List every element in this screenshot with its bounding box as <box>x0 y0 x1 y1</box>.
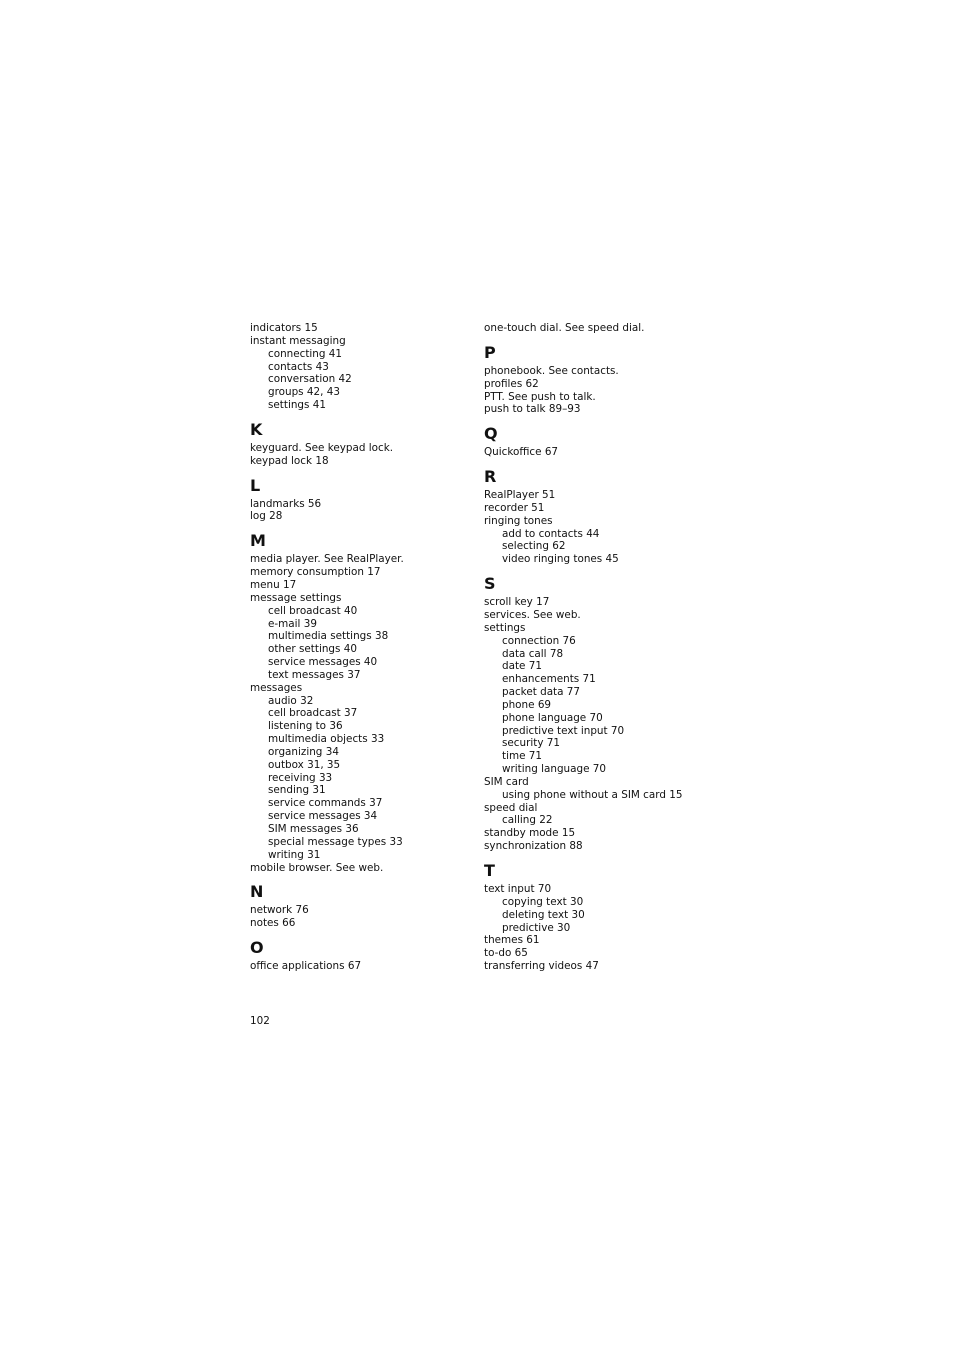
index-section-letter: N <box>250 882 264 902</box>
index-entry: media player. See RealPlayer. <box>250 553 404 566</box>
index-section-letter: T <box>484 861 495 880</box>
index-subentry: multimedia settings 38 <box>268 630 389 643</box>
index-entry: push to talk 89–93 <box>484 403 581 416</box>
index-subentry: outbox 31, 35 <box>268 758 341 771</box>
index-subentry: phone language 70 <box>502 711 603 724</box>
page-number: 102 <box>250 1015 270 1027</box>
index-entry: services. See web. <box>484 608 581 621</box>
index-subentry: date 71 <box>502 660 542 673</box>
index-section-letter: O <box>250 938 264 958</box>
index-subentry: text messages 37 <box>268 668 361 681</box>
index-entry: transferring videos 47 <box>484 960 599 973</box>
index-section-letter: S <box>484 574 496 594</box>
index-subentry: phone 69 <box>502 698 552 711</box>
index-entry: network 76 <box>250 904 309 917</box>
index-subentry: add to contacts 44 <box>502 527 600 540</box>
index-subentry: predictive text input 70 <box>502 724 625 737</box>
index-subentry: cell broadcast 40 <box>268 604 358 617</box>
index-subentry: other settings 40 <box>268 643 357 656</box>
index-entry: themes 61 <box>484 934 540 947</box>
index-entry: mobile browser. See web. <box>250 861 384 874</box>
index-entry: scroll key 17 <box>484 596 550 609</box>
index-subentry: multimedia objects 33 <box>268 733 385 746</box>
index-entry: landmarks 56 <box>250 497 322 510</box>
index-subentry: data call 78 <box>502 647 564 660</box>
index-subentry: special message types 33 <box>268 835 403 848</box>
index-entry: keypad lock 18 <box>250 454 329 467</box>
index-entry: one-touch dial. See speed dial. <box>484 322 645 334</box>
index-column-right <box>484 322 714 973</box>
index-entry: Quickoffice 67 <box>484 446 559 459</box>
index-subentry: cell broadcast 37 <box>268 707 358 720</box>
index-subentry: groups 42, 43 <box>268 386 340 399</box>
index-entry: PTT. See push to talk. <box>484 390 596 403</box>
index-entry: ringing tones <box>484 514 553 527</box>
index-subentry: settings 41 <box>268 399 326 412</box>
index-subentry: listening to 36 <box>268 720 343 733</box>
index-entry: keyguard. See keypad lock. <box>250 441 394 454</box>
index-entry: synchronization 88 <box>484 840 583 853</box>
index-subentry: receiving 33 <box>268 771 333 784</box>
index-section-letter: Q <box>484 424 498 444</box>
index-subentry: calling 22 <box>502 814 553 827</box>
index-subentry: time 71 <box>502 750 542 763</box>
index-subentry: service commands 37 <box>268 797 383 810</box>
index-entry: standby mode 15 <box>484 827 576 840</box>
index-subentry: enhancements 71 <box>502 673 596 686</box>
index-subentry: connection 76 <box>502 634 576 647</box>
index-section-letter: K <box>250 419 263 439</box>
index-section-letter: P <box>484 342 496 362</box>
index-subentry: deleting text 30 <box>502 908 585 921</box>
index-entry: phonebook. See contacts. <box>484 364 619 377</box>
index-subentry: selecting 62 <box>502 540 566 553</box>
index-entry: log 28 <box>250 510 283 523</box>
index-entry: messages <box>250 681 303 694</box>
index-subentry: writing language 70 <box>502 763 607 776</box>
index-entry: menu 17 <box>250 578 297 591</box>
index-subentry: writing 31 <box>268 848 321 861</box>
index-section-letter: M <box>250 531 266 551</box>
index-entry: to-do 65 <box>484 947 528 960</box>
index-entry: message settings <box>250 591 342 604</box>
index-subentry: copying text 30 <box>502 895 584 908</box>
index-entry: RealPlayer 51 <box>484 489 556 502</box>
index-subentry: contacts 43 <box>268 360 329 373</box>
index-subentry: predictive 30 <box>502 921 571 934</box>
index-subentry: SIM messages 36 <box>268 823 359 835</box>
index-section-letter: R <box>484 467 497 487</box>
index-subentry: video ringing tones 45 <box>502 553 619 566</box>
index-subentry: e-mail 39 <box>268 617 317 630</box>
index-entry: text input 70 <box>484 883 552 895</box>
index-subentry: service messages 40 <box>268 656 378 669</box>
index-entry: memory consumption 17 <box>250 566 381 579</box>
index-entry: instant messaging <box>250 334 346 347</box>
index-entry: notes 66 <box>250 917 296 930</box>
index-subentry: service messages 34 <box>268 810 378 823</box>
index-entry: indicators 15 <box>250 322 318 334</box>
index-subentry: security 71 <box>502 737 561 750</box>
index-entry: speed dial <box>484 801 538 814</box>
index-subentry: audio 32 <box>268 694 314 707</box>
index-subentry: packet data 77 <box>502 686 581 699</box>
index-entry: office applications 67 <box>250 960 362 973</box>
index-entry: profiles 62 <box>484 377 539 390</box>
index-subentry: using phone without a SIM card 15 <box>502 788 683 801</box>
index-entry: recorder 51 <box>484 501 545 514</box>
index-subentry: organizing 34 <box>268 745 339 758</box>
index-entry: settings <box>484 621 526 634</box>
index-column-left <box>250 322 475 973</box>
index-subentry: connecting 41 <box>268 347 343 360</box>
index-section-letter: L <box>250 475 261 495</box>
index-entry: SIM card <box>484 775 529 788</box>
index-subentry: sending 31 <box>268 784 326 797</box>
index-subentry: conversation 42 <box>268 373 352 386</box>
